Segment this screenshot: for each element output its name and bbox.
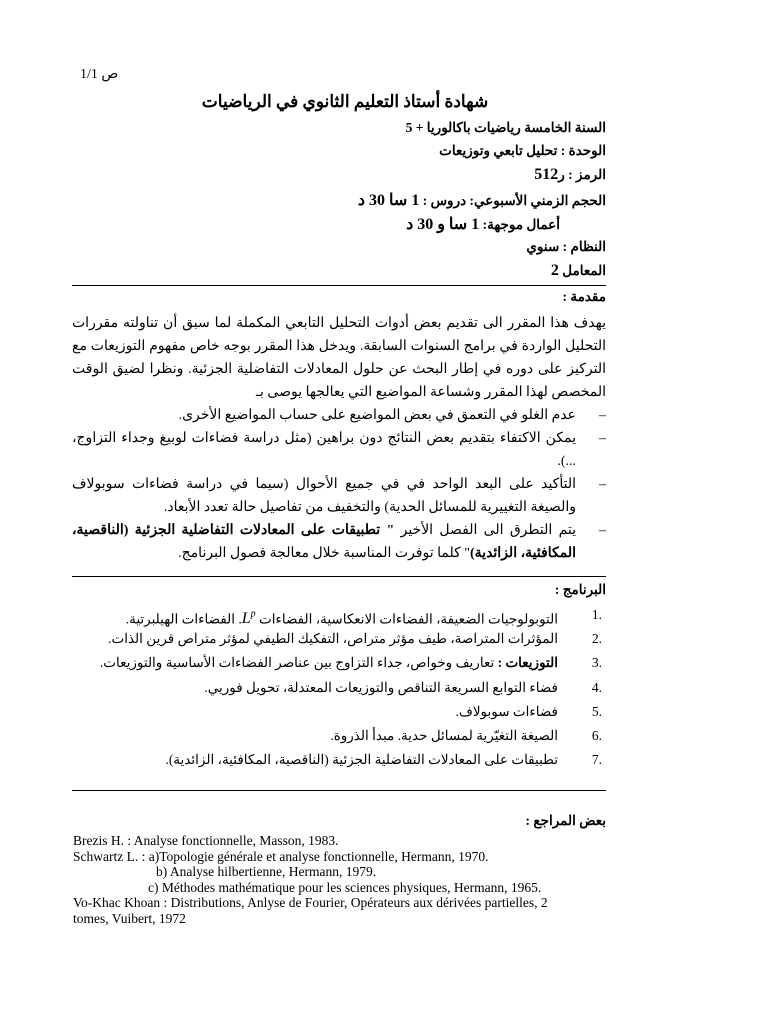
program-item: .1 التوبولوجيات الضعيفة، الفضاءات الانعكاسية، الفضاءات $L^p$. الفضاءات الهيلبرتية. — [125, 607, 602, 628]
tutorials-line — [406, 214, 560, 234]
unit-line: الوحدة : تحليل تابعي وتوزيعات — [439, 143, 606, 158]
year-line: السنة الخامسة رياضيات باكالوريا + 5 — [405, 120, 606, 135]
lp-symbol: $L^p$ — [241, 609, 256, 628]
reference-line: c) Méthodes mathématique pour les sciences physiques, Hermann, 1965. — [148, 879, 542, 895]
coefficient-label: المعامل — [562, 263, 606, 278]
weekly-hours-line — [358, 190, 606, 210]
dash-icon: – — [599, 408, 606, 423]
code-label: الرمز : ر — [558, 167, 606, 182]
divider-bottom — [72, 790, 606, 791]
code-line — [534, 166, 606, 184]
program-item: .2 المؤثرات المتراصة، طيف مؤثر متراص، التفكيك الطيفي لمؤثر متراص قرين الذات. — [108, 631, 602, 647]
code-value: 512 — [534, 166, 559, 183]
intro-paragraph: يهدف هذا المقرر الى تقديم بعض أدوات التحليل التابعي المكملة لما سبق أن تناولته مقررات التحليل الواردة في برامج السنوات السابقة. ويدخل هذا المقرر بوجه خاص مفهوم التوزيعات مع التركيز على دوره في إطار البحث عن حلول المعادلات التفاضلية الجزئية. ونظرا لضيق الوقت المخصص لهذا المقرر وشساعة المواضيع التي يعالجها يوصى بـ — [72, 316, 606, 400]
tutorials-value: 1 سا و 30 د — [406, 216, 480, 233]
weekly-hours-label: الحجم الزمني الأسبوعي: دروس : — [422, 193, 606, 208]
intro-bullet-bold: " تطبيقات على المعادلات التفاضلية الجزئية (الناقصية، المكافئية، الزائدية) — [72, 523, 576, 561]
reference-line: Vo-Khac Khoan : Distributions, Anlyse de Fourier, Opérateurs aux dérivées partielles, 2 — [73, 895, 548, 911]
references-heading: بعض المراجع : — [525, 813, 606, 828]
program-item: .3 التوزيعات : تعاريف وخواص، جداء التزاوج بين عناصر الفضاءات الأساسية والتوزيعات. — [99, 655, 602, 671]
program-item: .7 تطبيقات على المعادلات التفاضلية الجزئية (الناقصية، المكافئية، الزائدية). — [165, 752, 602, 768]
program-item: .4 فضاء التوابع السريعة التناقص والتوزيعات المعتدلة، تحويل فوريي. — [204, 679, 602, 695]
reference-line: Schwartz L. : a)Topologie générale et analyse fonctionnelle, Hermann, 1970. — [73, 848, 489, 864]
divider-top — [72, 285, 606, 286]
page-number: ص 1/1 — [80, 67, 119, 82]
dash-icon: – — [599, 431, 606, 446]
coefficient-line — [551, 262, 606, 280]
intro-bullet: – التأكيد على البعد الواحد في في جميع الأحوال (سيما في دراسة فضاءات سوبولاف والصيغة التغييرية للمسائل الحدية) والتخفيف من تفاصيل حالة تعدد الأبعاد. — [72, 473, 606, 519]
intro-bullet-list — [72, 404, 606, 565]
weekly-hours-value: 1 سا 30 د — [357, 192, 420, 209]
program-list — [99, 603, 602, 772]
reference-line: Brezis H. : Analyse fonctionnelle, Masson, 1983. — [73, 833, 339, 848]
reference-line: tomes, Vuibert, 1972 — [73, 910, 186, 926]
dash-icon: – — [599, 477, 606, 492]
divider-middle — [72, 576, 606, 577]
tutorials-label: أعمال موجهة: — [482, 217, 560, 232]
program-item: .5 فضاءات سوبولاف. — [455, 703, 602, 719]
program-heading: البرنامج : — [554, 582, 606, 597]
intro-bullet: – عدم الغلو في التعمق في بعض المواضيع على حساب المواضيع الأخرى. — [72, 404, 606, 427]
system-line: النظام : سنوي — [526, 239, 606, 254]
program-item: .6 الصيغة التغيّرية لمسائل حدية. مبدأ الذروة. — [330, 727, 602, 743]
intro-bullet: – يتم التطرق الى الفصل الأخير " تطبيقات على المعادلات التفاضلية الجزئية (الناقصية، المكافئية، الزائدية)" كلما توفرت المناسبة خلال معالجة فصول البرنامج. — [72, 519, 606, 565]
intro-section — [72, 312, 606, 565]
reference-line: b) Analyse hilbertienne, Hermann, 1979. — [156, 864, 377, 880]
dash-icon: – — [599, 523, 606, 538]
document-title: شهادة أستاذ التعليم الثانوي في الرياضيات — [201, 92, 489, 111]
references-list — [73, 833, 613, 927]
intro-bullet: – يمكن الاكتفاء بتقديم بعض النتائج دون براهين (مثل دراسة فضاءات لوبيغ وجداء التزاوج، ...). — [72, 427, 606, 473]
intro-heading: مقدمة : — [562, 289, 606, 304]
coefficient-value: 2 — [550, 262, 559, 279]
